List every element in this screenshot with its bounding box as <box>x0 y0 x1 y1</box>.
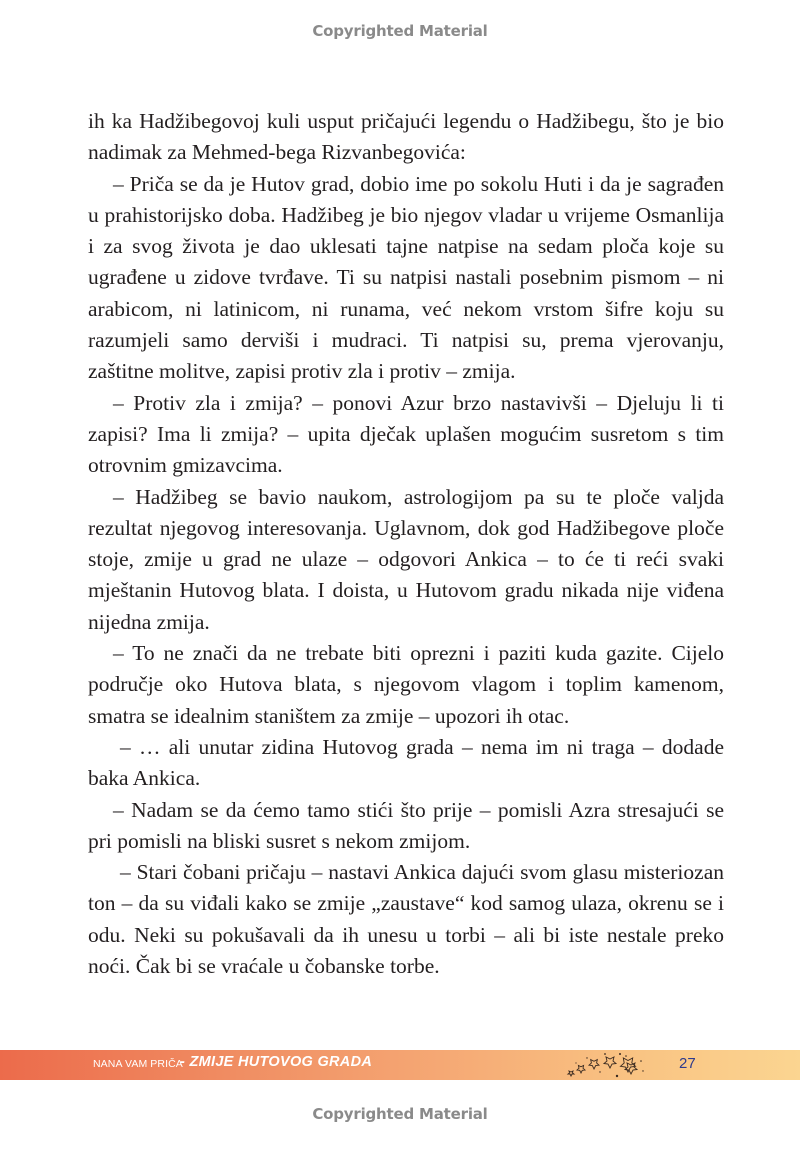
copyright-watermark-top: Copyrighted Material <box>312 22 488 40</box>
copyright-watermark-bottom: Copyrighted Material <box>312 1105 488 1123</box>
paragraph: – Hadžibeg se bavio naukom, astrologijom pa su te ploče valjda rezultat njegovog interesovanja. Uglavnom, dok god Hadžibegove ploče stoje, zmije u grad ne ulaze – odgovori Ankica – to će ti reći svaki mještanin Hutovog blata. I doista, u Hutovom gradu nikada nije viđena nijedna zmija. <box>88 484 724 634</box>
paragraph: – Nadam se da ćemo tamo stići što prije – pomisli Azra stresajući se pri pomisli na bliski susret s nekom zmijom. <box>88 797 724 853</box>
stars-icon <box>565 1051 650 1081</box>
paragraph: – … ali unutar zidina Hutovog grada – nema im ni traga – dodade baka Ankica. <box>88 734 724 791</box>
paragraph: – Protiv zla i zmija? – ponovi Azur brzo nastavivši – Djeluju li ti zapisi? Ima li zmija? – upita dječak uplašen mogućim susretom s tim otrovnim gmizavcima. <box>88 390 724 478</box>
footer-chapter-title: - ZMIJE HUTOVOG GRADA <box>180 1054 373 1070</box>
paragraph: – Priča se da je Hutov grad, dobio ime po sokolu Huti i da je sagrađen u prahistorijsko doba. Hadžibeg je bio njegov vladar u vrijeme Osmanlija i za svog života je dao uklesati tajne natpise na sedam ploča koje su ugrađene u zidove tvrđave. Ti su natpisi nastali posebnim pismom – ni arabicom, ni latinicom, ni runama, već nekom vrstom šifre koju su razumjeli samo derviši i mudraci. Ti natpisi su, prema vjerovanju, zaštitne molitve, zapisi protiv zla i protiv – zmija. <box>88 171 724 384</box>
paragraph: – Stari čobani pričaju – nastavi Ankica dajući svom glasu misteriozan ton – da su viđali kako se zmije „zaustave“ kod samog ulaza, okrenu se i odu. Neki su pokušavali da ih unesu u torbi – ali bi iste nestale preko noći. Čak bi se vraćale u čobanske torbe. <box>88 860 724 979</box>
footer-series-label: NANA VAM PRIČA <box>93 1058 183 1070</box>
paragraph: – To ne znači da ne trebate biti oprezni i paziti kuda gazite. Cijelo područje oko Hutova blata, s njegovom vlagom i toplim kamenom, smatra se idealnim staništem za zmije – upozori ih otac. <box>88 641 724 728</box>
page-number: 27 <box>679 1055 696 1072</box>
paragraph: ih ka Hadžibegovoj kuli usput pričajući legendu o Hadžibegu, što je bio nadimak za Mehmed-bega Rizvanbegovića: <box>88 109 724 165</box>
page-body-text <box>88 106 724 982</box>
